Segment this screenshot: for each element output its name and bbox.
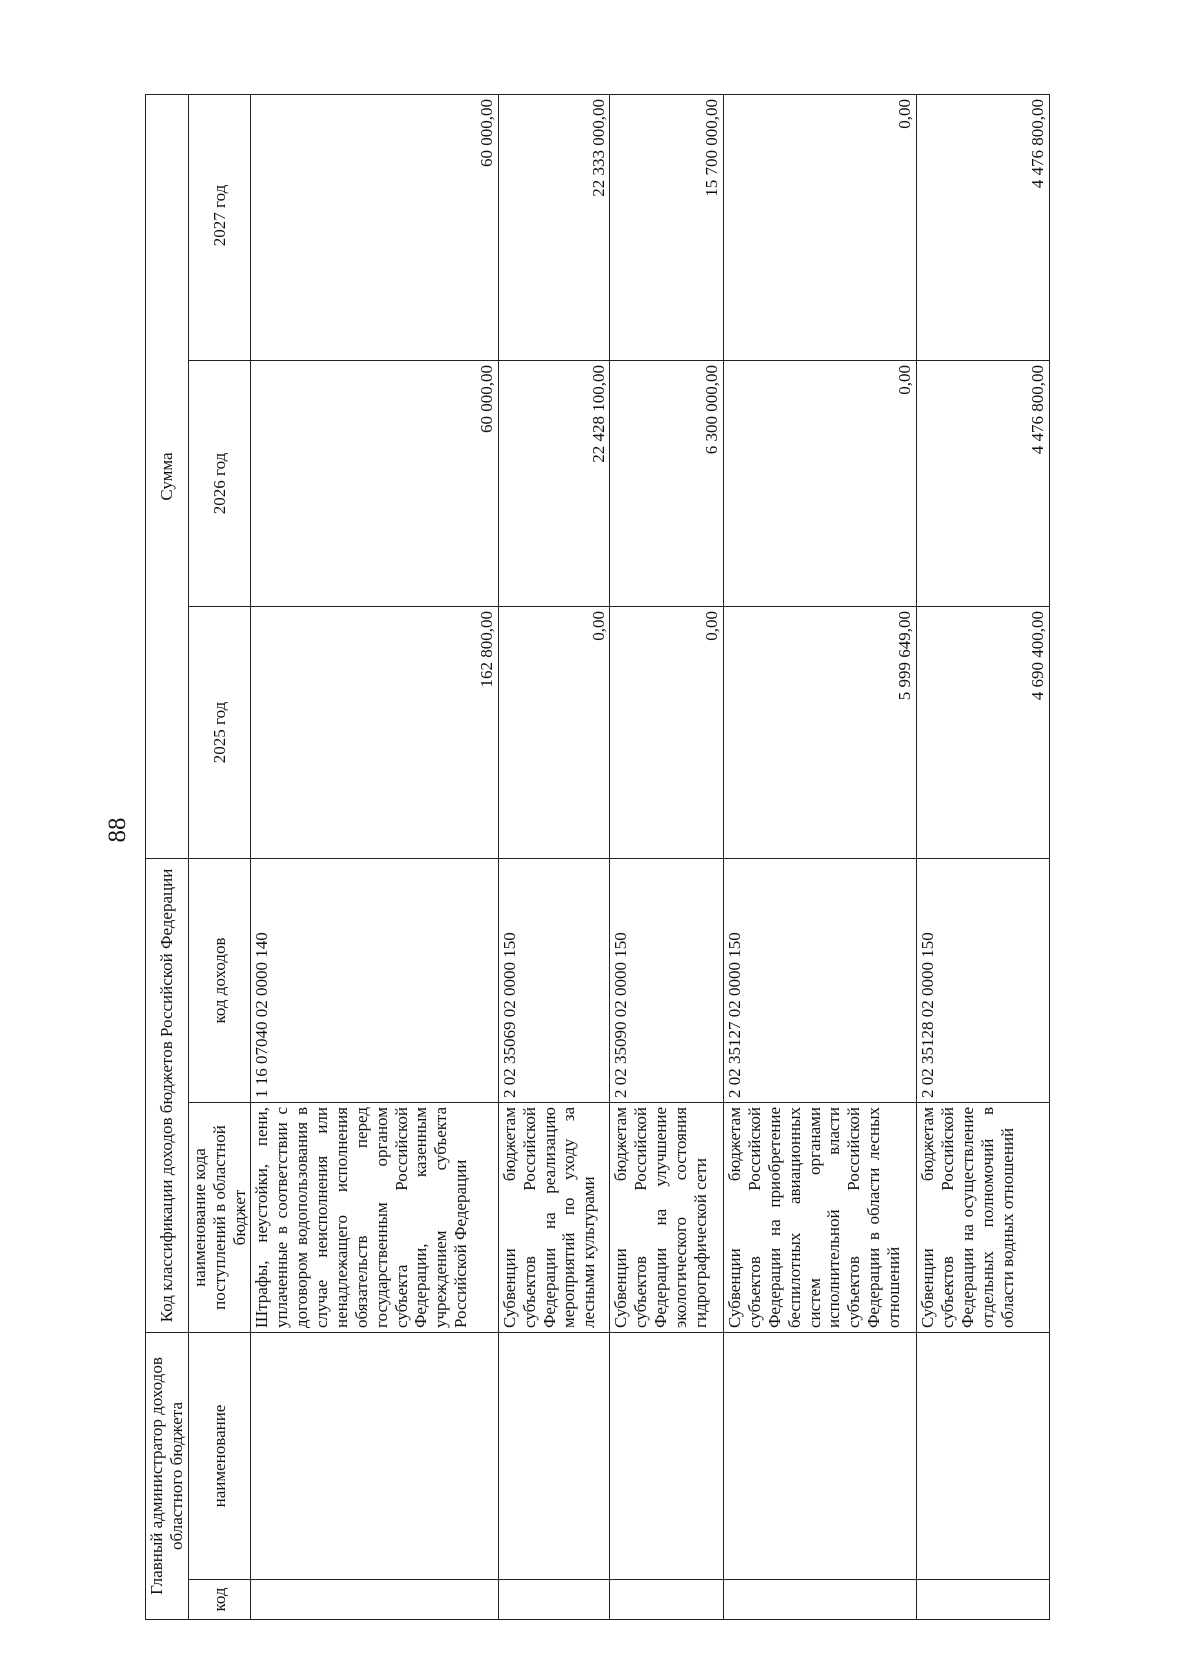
table-row [498, 94, 610, 1619]
revenue-code-cell: 1 16 07040 02 0000 140 [251, 858, 498, 1102]
revenue-code-cell: 2 02 35069 02 0000 150 [498, 858, 610, 1102]
admin-code-cell [498, 1580, 610, 1620]
amount-2025-cell: 4 690 400,00 [917, 606, 1050, 858]
admin-code-cell [251, 1580, 498, 1620]
amount-2025-cell: 5 999 649,00 [724, 606, 917, 858]
admin-code-cell [724, 1580, 917, 1620]
year-2025-header: 2025 год [188, 606, 251, 858]
revenue-table [145, 94, 1050, 1620]
class-code-header: код доходов [188, 858, 251, 1102]
amount-2027-cell: 15 700 000,00 [610, 94, 724, 360]
revenue-code-cell: 2 02 35090 02 0000 150 [610, 858, 724, 1102]
revenue-code-cell: 2 02 35127 02 0000 150 [724, 858, 917, 1102]
admin-name-cell [251, 1333, 498, 1580]
amount-2027-cell: 22 333 000,00 [498, 94, 610, 360]
amount-2027-cell: 60 000,00 [251, 94, 498, 360]
admin-name-cell [917, 1333, 1050, 1580]
amount-2026-cell: 6 300 000,00 [610, 360, 724, 606]
amount-2026-cell: 0,00 [724, 360, 917, 606]
admin-code-header: код [188, 1580, 251, 1620]
class-name-header: наименование кода поступлений в областной бюджет [188, 1103, 251, 1333]
amount-2027-cell: 4 476 800,00 [917, 94, 1050, 360]
revenue-name-cell: Субвенции бюджетам субъектов Российской Федерации на осуществление отдельных полномочий в области водных отношений [917, 1103, 1050, 1333]
amount-2026-cell: 60 000,00 [251, 360, 498, 606]
admin-group-header: Главный администратор доходов областного бюджета [146, 1333, 189, 1620]
amount-2026-cell: 22 428 100,00 [498, 360, 610, 606]
revenue-name-cell: Штрафы, неустойки, пени, уплаченные в соответствии с договором водопользования в случае неисполнения или ненадлежащего исполнения обязательств перед государственным органом субъекта Российской Федерации, казенным учреждением субъекта Российской Федерации [251, 1103, 498, 1333]
admin-name-cell [610, 1333, 724, 1580]
amount-2027-cell: 0,00 [724, 94, 917, 360]
admin-name-cell [498, 1333, 610, 1580]
admin-name-cell [724, 1333, 917, 1580]
amount-2025-cell: 0,00 [498, 606, 610, 858]
revenue-name-cell: Субвенции бюджетам субъектов Российской Федерации на приобретение беспилотных авиационных систем органами исполнительной власти субъектов Российской Федерации в области лесных отношений [724, 1103, 917, 1333]
year-2026-header: 2026 год [188, 360, 251, 606]
sum-group-header: Сумма [146, 94, 189, 858]
revenue-name-cell: Субвенции бюджетам субъектов Российской Федерации на улучшение экологического состояния гидрографической сети [610, 1103, 724, 1333]
page-number: 88 [104, 817, 131, 843]
table-row [610, 94, 724, 1619]
revenue-code-cell: 2 02 35128 02 0000 150 [917, 858, 1050, 1102]
amount-2025-cell: 0,00 [610, 606, 724, 858]
admin-code-cell [917, 1580, 1050, 1620]
amount-2026-cell: 4 476 800,00 [917, 360, 1050, 606]
revenue-name-cell: Субвенции бюджетам субъектов Российской Федерации на реализацию мероприятий по уходу за лесными культурами [498, 1103, 610, 1333]
table-row [917, 94, 1050, 1619]
rotated-table-container [145, 95, 1050, 1620]
admin-name-header: наименование [188, 1333, 251, 1580]
table-row [251, 94, 498, 1619]
admin-code-cell [610, 1580, 724, 1620]
table-row [724, 94, 917, 1619]
amount-2025-cell: 162 800,00 [251, 606, 498, 858]
classification-group-header: Код классификации доходов бюджетов Российской Федерации [146, 858, 189, 1332]
year-2027-header: 2027 год [188, 94, 251, 360]
